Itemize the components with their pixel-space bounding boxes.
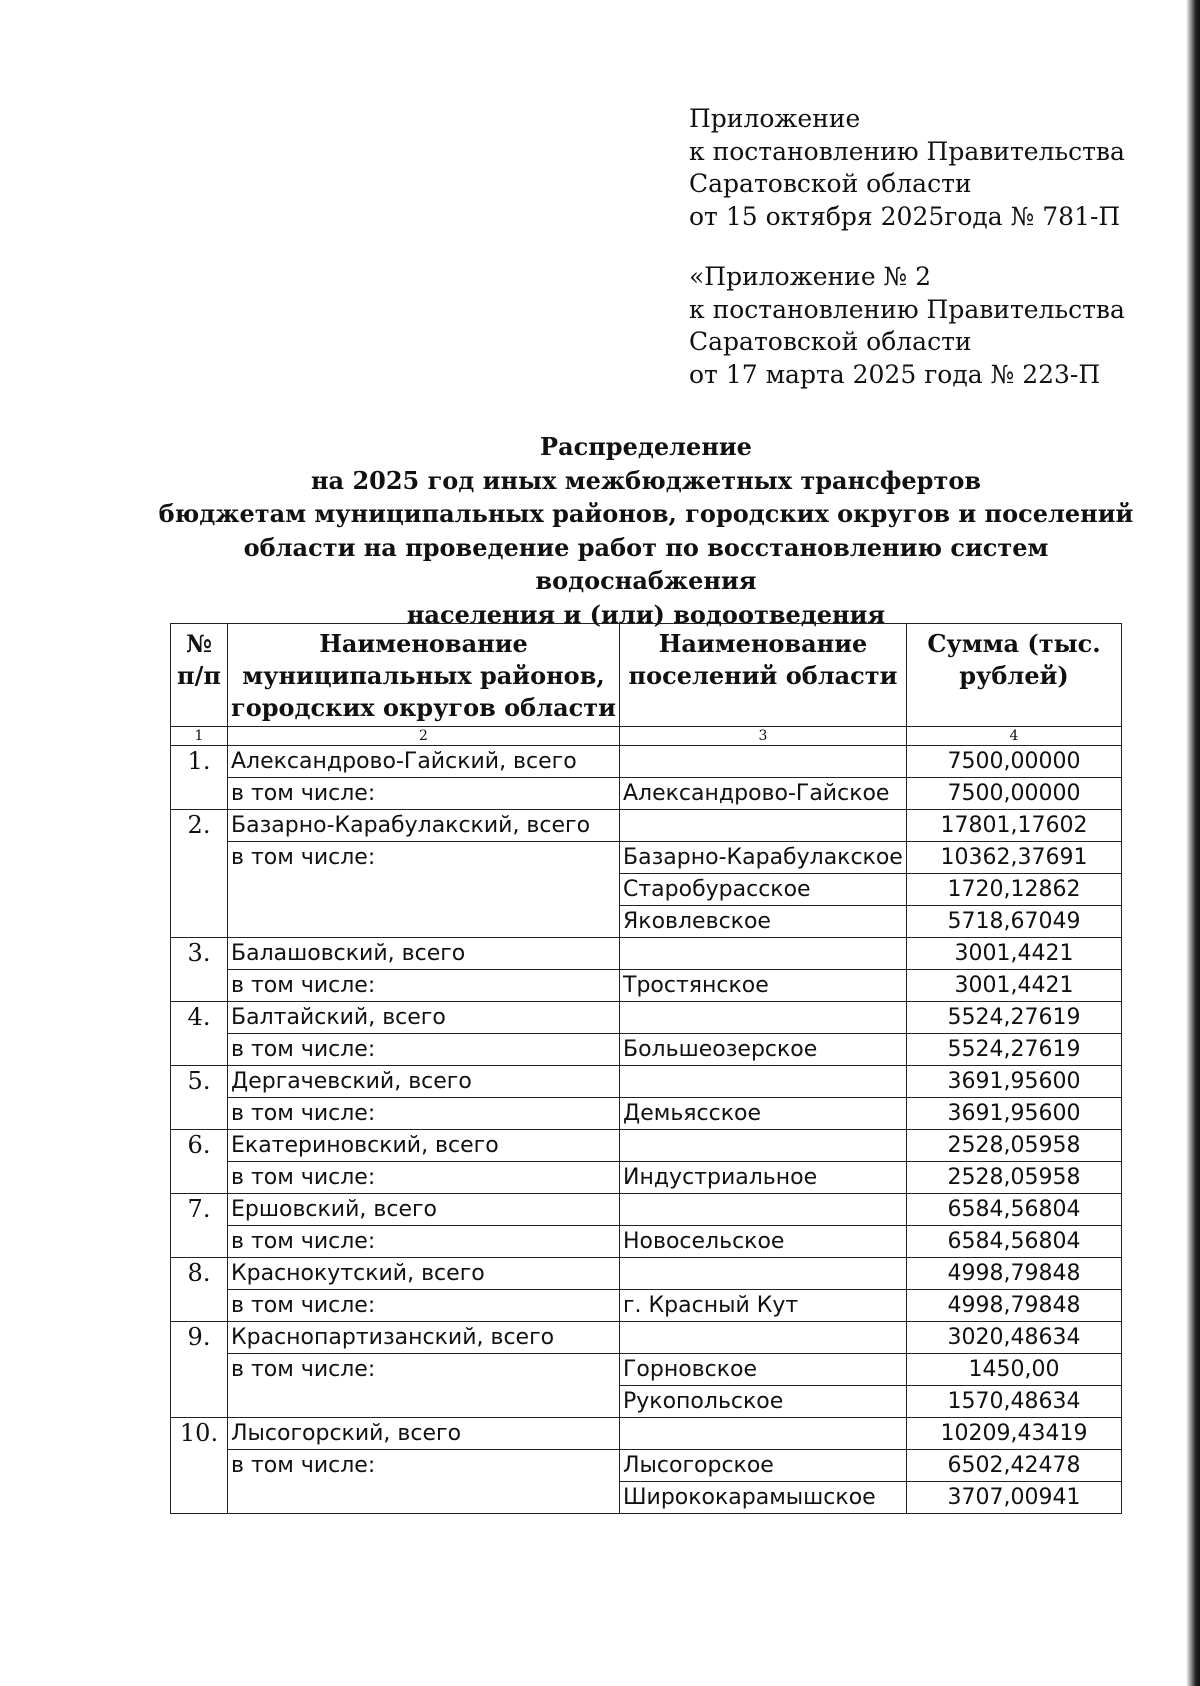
appendix-line: Саратовской области (689, 327, 972, 356)
row-number: 2. (171, 810, 228, 938)
settlement-sum: 1720,12862 (907, 874, 1122, 906)
column-number-row (171, 727, 1122, 746)
row-number: 5. (171, 1066, 228, 1130)
including-label: в том числе: (228, 1226, 620, 1258)
settlement-name (620, 1418, 907, 1450)
column-number: 2 (228, 727, 620, 746)
settlement-name (620, 810, 907, 842)
row-number: 6. (171, 1130, 228, 1194)
settlement-name: Тростянское (620, 970, 907, 1002)
header-district: Наименование муниципальных районов, городских округов области (228, 624, 620, 727)
settlement-sum: 3691,95600 (907, 1098, 1122, 1130)
including-label: в том числе: (228, 1162, 620, 1194)
district-name: Дергачевский, всего (228, 1066, 620, 1098)
table-row (171, 1034, 1122, 1066)
table-body (171, 746, 1122, 1514)
table-row (171, 810, 1122, 842)
settlement-name: Александрово-Гайское (620, 778, 907, 810)
district-total: 5524,27619 (907, 1002, 1122, 1034)
appendix-line: от 15 октября 2025года № 781-П (689, 201, 1121, 231)
table-row (171, 1130, 1122, 1162)
table-row (171, 1194, 1122, 1226)
including-label: в том числе: (228, 1034, 620, 1066)
table-row (171, 1450, 1122, 1482)
settlement-sum: 3707,00941 (907, 1482, 1122, 1514)
column-number: 4 (907, 727, 1122, 746)
settlement-name (620, 1322, 907, 1354)
title-line: населения и (или) водоотведения (406, 599, 886, 629)
settlement-sum: 5718,67049 (907, 906, 1122, 938)
distribution-table (170, 623, 1122, 1514)
district-name: Балашовский, всего (228, 938, 620, 970)
district-total: 4998,79848 (907, 1258, 1122, 1290)
district-name: Александрово-Гайский, всего (228, 746, 620, 778)
table-row (171, 1226, 1122, 1258)
settlement-name (620, 1258, 907, 1290)
district-name: Базарно-Карабулакский, всего (228, 810, 620, 842)
settlement-name (620, 938, 907, 970)
settlement-name: Большеозерское (620, 1034, 907, 1066)
district-name: Краснопартизанский, всего (228, 1322, 620, 1354)
settlement-name (620, 1066, 907, 1098)
settlement-name: Ширококарамышское (620, 1482, 907, 1514)
district-name: Екатериновский, всего (228, 1130, 620, 1162)
including-label: в том числе: (228, 1098, 620, 1130)
settlement-name (620, 746, 907, 778)
title-line: бюджетам муниципальных районов, городских округов и поселений (158, 499, 1134, 528)
row-number: 3. (171, 938, 228, 1002)
table-row (171, 1002, 1122, 1034)
district-name: Лысогорский, всего (228, 1418, 620, 1450)
settlement-sum: 2528,05958 (907, 1162, 1122, 1194)
header-num: № п/п (171, 624, 228, 727)
row-number: 8. (171, 1258, 228, 1322)
district-total: 3020,48634 (907, 1322, 1122, 1354)
settlement-name: Рукопольское (620, 1386, 907, 1418)
district-total: 6584,56804 (907, 1194, 1122, 1226)
including-label: в том числе: (228, 778, 620, 810)
row-number: 7. (171, 1194, 228, 1258)
appendix-line: Саратовской области (689, 169, 972, 198)
row-number: 1. (171, 746, 228, 810)
settlement-name: Яковлевское (620, 906, 907, 938)
row-number: 4. (171, 1002, 228, 1066)
appendix-line: «Приложение № 2 (689, 262, 932, 291)
settlement-name: Горновское (620, 1354, 907, 1386)
district-name: Ершовский, всего (228, 1194, 620, 1226)
header-gap (689, 233, 1125, 261)
appendix-line: к постановлению Правительства (689, 136, 1125, 166)
table-row (171, 1066, 1122, 1098)
district-total: 3001,4421 (907, 938, 1122, 970)
column-number: 3 (620, 727, 907, 746)
district-total: 7500,00000 (907, 746, 1122, 778)
header-settlement: Наименование поселений области (620, 624, 907, 727)
appendix-header (689, 103, 1125, 391)
row-number: 9. (171, 1322, 228, 1418)
district-total: 10209,43419 (907, 1418, 1122, 1450)
table-row (171, 778, 1122, 810)
table-row (171, 1162, 1122, 1194)
including-label: в том числе: (228, 1290, 620, 1322)
document-title (150, 430, 1142, 631)
table-row (171, 1322, 1122, 1354)
title-line: области на проведение работ по восстановлению систем водоснабжения (243, 532, 1049, 595)
table-row (171, 1098, 1122, 1130)
header-sum: Сумма (тыс. рублей) (907, 624, 1122, 727)
district-total: 3691,95600 (907, 1066, 1122, 1098)
settlement-sum: 6502,42478 (907, 1450, 1122, 1482)
including-label: в том числе: (228, 1354, 620, 1418)
settlement-sum: 6584,56804 (907, 1226, 1122, 1258)
settlement-sum: 5524,27619 (907, 1034, 1122, 1066)
settlement-sum: 7500,00000 (907, 778, 1122, 810)
settlement-sum: 10362,37691 (907, 842, 1122, 874)
table-row (171, 1418, 1122, 1450)
table-row (171, 938, 1122, 970)
including-label: в том числе: (228, 970, 620, 1002)
district-total: 17801,17602 (907, 810, 1122, 842)
settlement-name: Новосельское (620, 1226, 907, 1258)
scan-edge (1186, 0, 1200, 1686)
table-row (171, 842, 1122, 874)
title-line: на 2025 год иных межбюджетных трансфертов (310, 465, 982, 495)
settlement-name: Лысогорское (620, 1450, 907, 1482)
title-line: Распределение (540, 432, 752, 461)
settlement-name: Старобурасское (620, 874, 907, 906)
settlement-name (620, 1194, 907, 1226)
district-name: Балтайский, всего (228, 1002, 620, 1034)
column-number: 1 (171, 727, 228, 746)
including-label: в том числе: (228, 842, 620, 938)
settlement-name: Демьясское (620, 1098, 907, 1130)
settlement-sum: 1570,48634 (907, 1386, 1122, 1418)
settlement-name (620, 1002, 907, 1034)
district-total: 2528,05958 (907, 1130, 1122, 1162)
table-row (171, 1354, 1122, 1386)
district-name: Краснокутский, всего (228, 1258, 620, 1290)
table-row (171, 1290, 1122, 1322)
table-row (171, 970, 1122, 1002)
settlement-name: Индустриальное (620, 1162, 907, 1194)
table-row (171, 746, 1122, 778)
appendix-line: от 17 марта 2025 года № 223-П (689, 359, 1101, 389)
settlement-name: Базарно-Карабулакское (620, 842, 907, 874)
table-row (171, 1258, 1122, 1290)
settlement-sum: 1450,00 (907, 1354, 1122, 1386)
appendix-line: к постановлению Правительства (689, 294, 1125, 324)
row-number: 10. (171, 1418, 228, 1514)
appendix-line: Приложение (689, 104, 861, 133)
settlement-sum: 3001,4421 (907, 970, 1122, 1002)
settlement-name: г. Красный Кут (620, 1290, 907, 1322)
settlement-sum: 4998,79848 (907, 1290, 1122, 1322)
including-label: в том числе: (228, 1450, 620, 1514)
table-header-row (171, 624, 1122, 727)
settlement-name (620, 1130, 907, 1162)
